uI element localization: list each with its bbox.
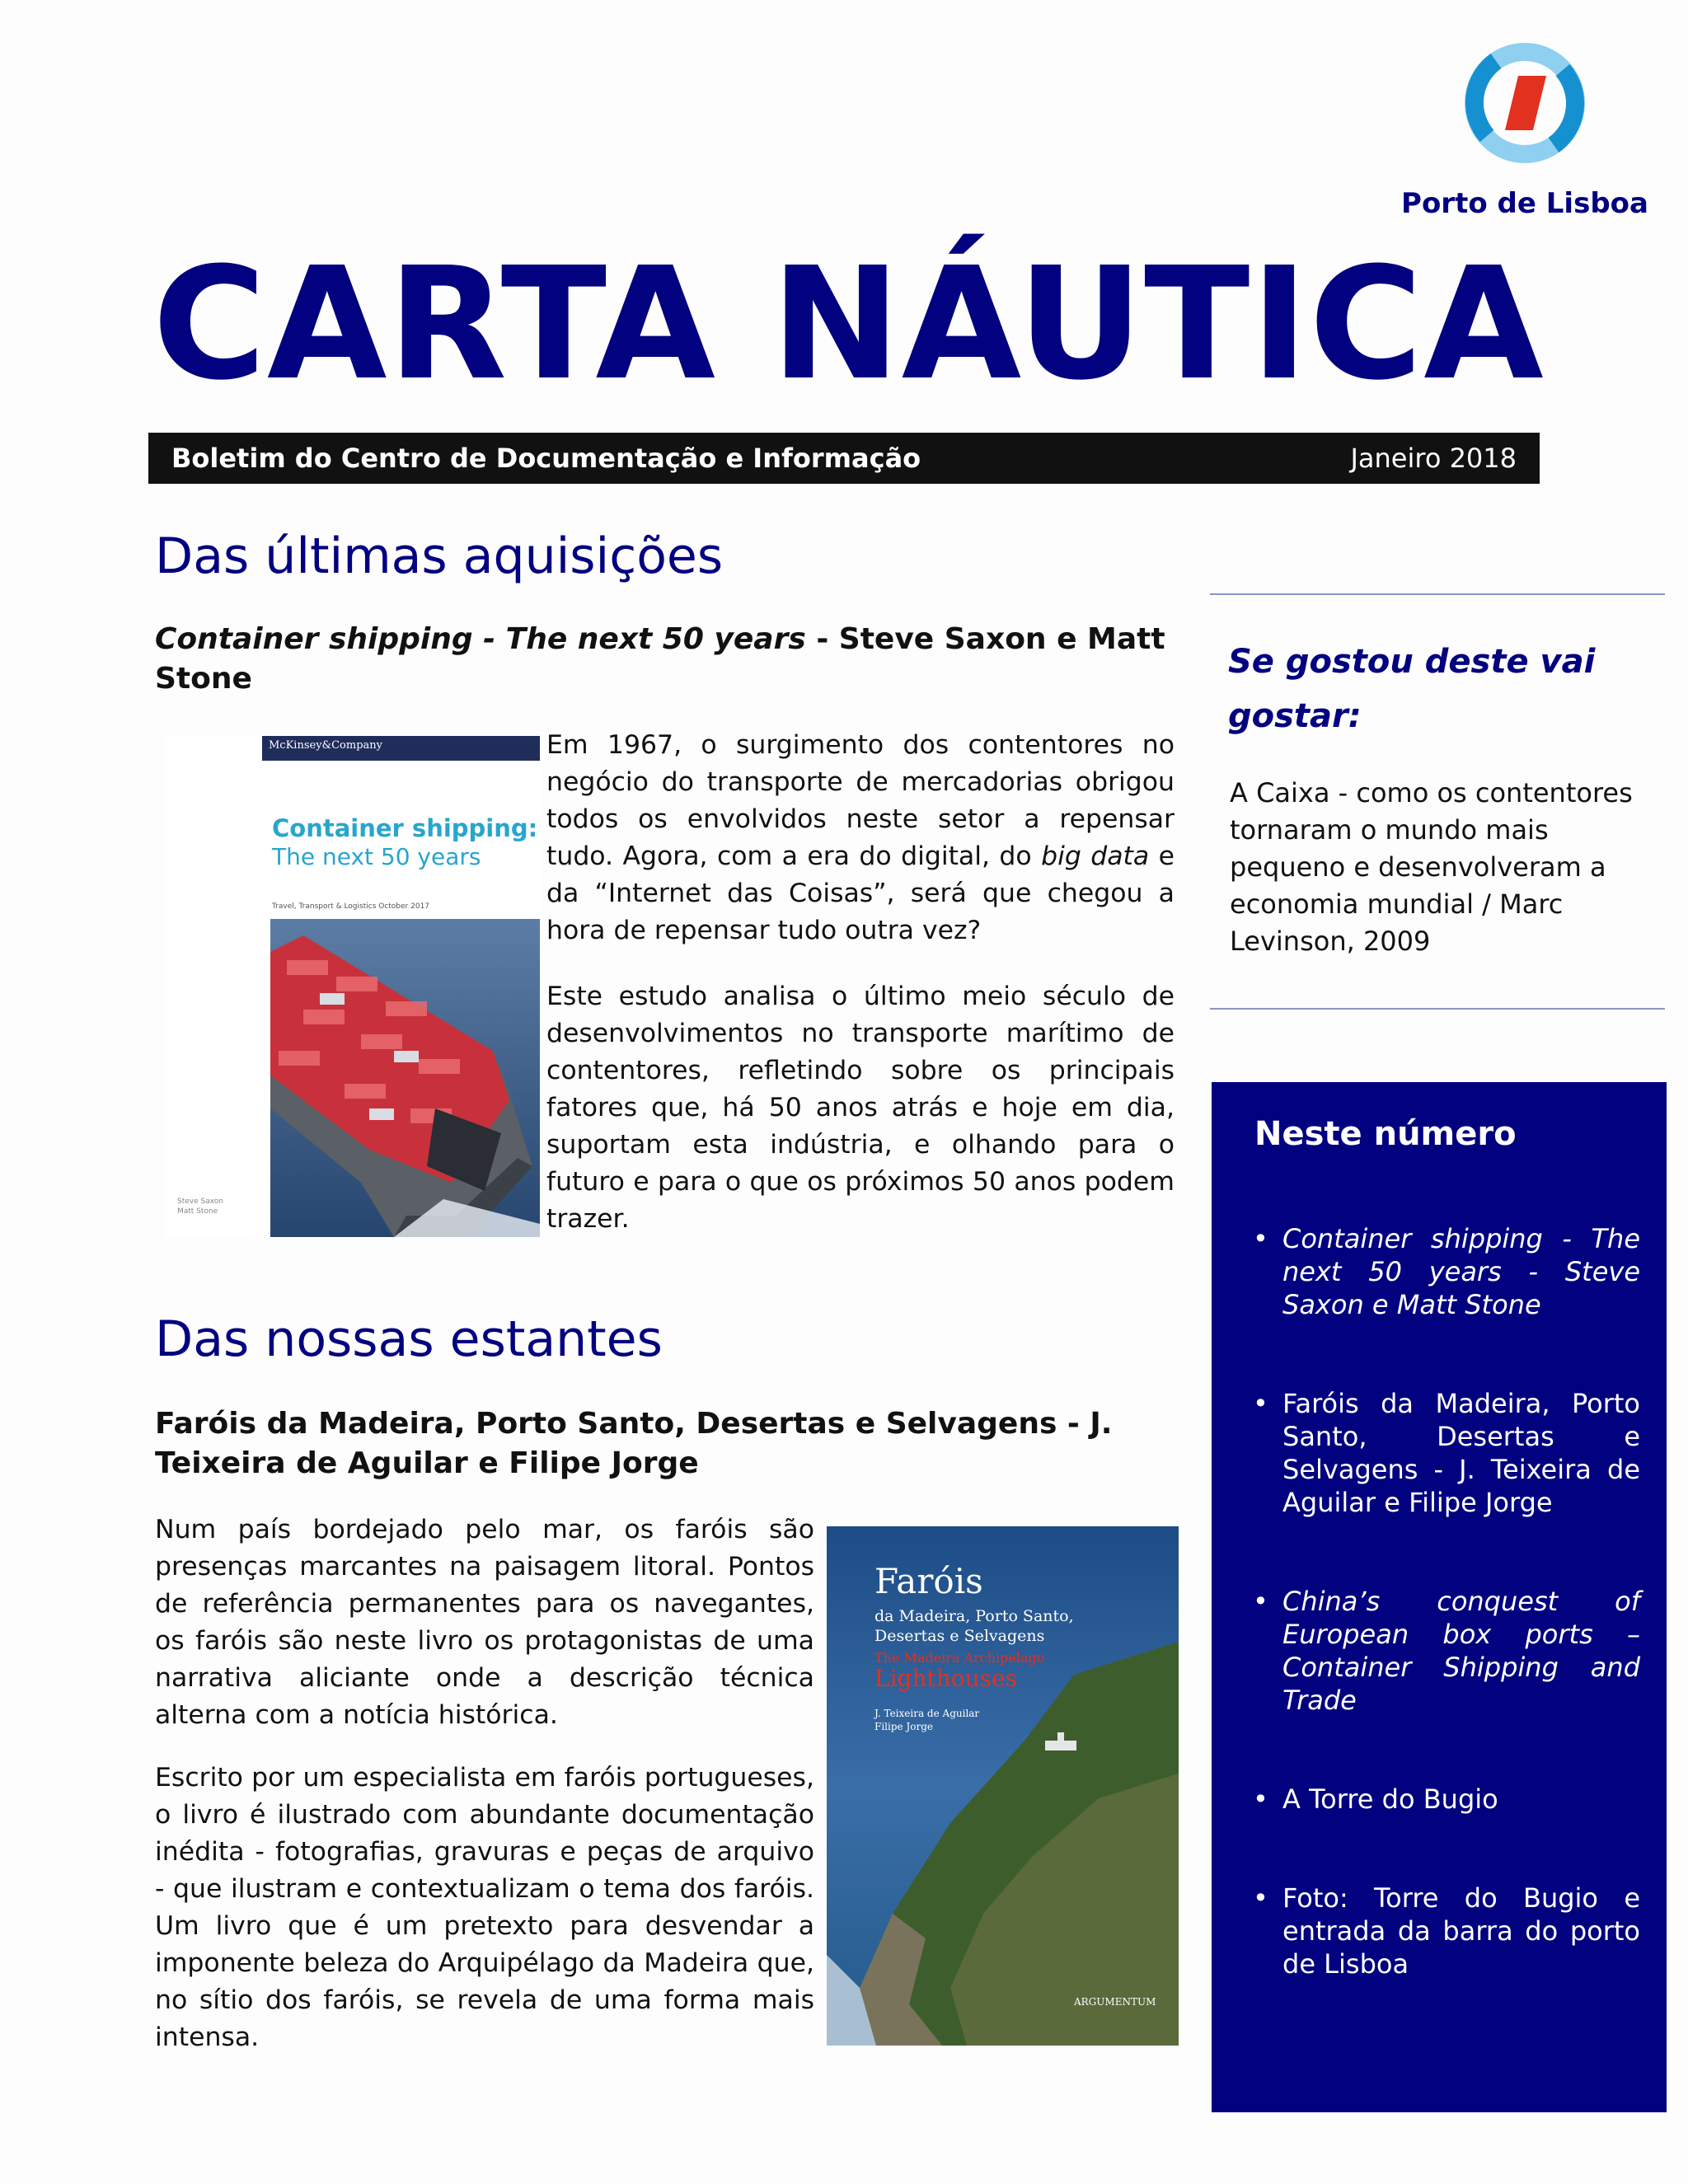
logo-ring-icon — [1401, 41, 1648, 231]
section-heading-acquisitions: Das últimas aquisições — [155, 527, 724, 585]
cover-title: Container shipping: — [272, 814, 538, 842]
newsletter-title: CARTA NÁUTICA — [152, 234, 1545, 415]
contents-item[interactable]: • A Torre do Bugio — [1253, 1783, 1640, 1849]
contents-item[interactable]: • China’s conquest of European box ports – Container Shipping and Trade — [1253, 1585, 1640, 1750]
related-text: A Caixa - como os contentores tornaram o mundo mais pequeno e desenvolveram a economia mundial / Marc Levinson, 2009 — [1230, 777, 1633, 957]
book-title-farois: Faróis da Madeira, Porto Santo, Desertas e Selvagens - J. Teixeira de Aguilar e Filipe Jorge — [155, 1407, 1113, 1480]
section1-paragraph-2: Este estudo analisa o último meio século de desenvolvimentos no transporte marítimo de contentores, refletindo sobre os principais fatores que, há 50 anos atrás e hoje em dia, suportam esta indústria, e olhando para o futuro e para o que os próximos 50 anos podem trazer. — [546, 982, 1175, 1234]
newsletter-subtitle: Boletim do Centro de Documentação e Informação — [171, 443, 921, 474]
cover-author-1: Steve Saxon — [177, 1197, 223, 1206]
porto-de-lisboa-logo — [1401, 41, 1648, 231]
cover-publisher: McKinsey&Company — [269, 739, 383, 752]
cover2-publisher: ARGUMENTUM — [1074, 1996, 1156, 2008]
container-ship-image — [270, 919, 540, 1237]
cover2-english-2: Lighthouses — [874, 1665, 1017, 1692]
contents-item[interactable]: • Container shipping - The next 50 years - Steve Saxon e Matt Stone — [1253, 1222, 1640, 1354]
cover2-english-1: The Madeira Archipelago — [874, 1650, 1045, 1666]
section-heading-shelves: Das nossas estantes — [155, 1310, 663, 1368]
book-title-container-shipping: Container shipping - The next 50 years - Steve Saxon e Matt Stone — [155, 622, 1165, 696]
cover2-author-2: Filipe Jorge — [874, 1721, 933, 1732]
related-heading: Se gostou deste vai gostar: — [1228, 643, 1596, 735]
cover-author-2: Matt Stone — [177, 1207, 218, 1216]
cover2-subtitle-1: da Madeira, Porto Santo, — [874, 1607, 1074, 1625]
contents-list — [1253, 1222, 1640, 2046]
issue-date: Janeiro 2018 — [1350, 443, 1517, 474]
madeira-cliff-image — [827, 1526, 1179, 2046]
section1-paragraph-1: Em 1967, o surgimento dos contentores no negócio do transporte de mercadorias obrigou todos os envolvidos neste setor a repensar tudo. Agora, com a era do digital, do big data e da “Internet das Coisas”, será que chegou a hora de repensar tudo outra vez? — [546, 730, 1175, 945]
contents-box — [1212, 1082, 1667, 2112]
related-top-divider — [1210, 593, 1665, 595]
contents-item[interactable]: • Faróis da Madeira, Porto Santo, Desertas e Selvagens - J. Teixeira de Aguilar e Filipe Jorge — [1253, 1387, 1640, 1552]
cover-subtitle: The next 50 years — [272, 843, 481, 870]
section2-paragraph-1: Num país bordejado pelo mar, os faróis são presenças marcantes na paisagem litoral. Pontos de referência permanentes para os navegantes, os faróis são neste livro os protagonistas de uma narrativa aliciante onde a descrição técnica alterna com a notícia histórica. — [155, 1515, 814, 1730]
contents-heading: Neste número — [1254, 1115, 1517, 1153]
subtitle-bar — [148, 433, 1540, 484]
cover2-subtitle-2: Desertas e Selvagens — [874, 1627, 1045, 1645]
section2-paragraph-2: Escrito por um especialista em faróis portugueses, o livro é ilustrado com abundante documentação inédita - fotografias, gravuras e peças de arquivo - que ilustram e contextualizam o tema dos faróis. Um livro que é um pretexto para desvendar a imponente beleza do Arquipélago da Madeira que, no sítio dos faróis, se revela de uma forma mais intensa. — [155, 1763, 814, 2052]
container-shipping-cover — [165, 736, 540, 1237]
farois-cover — [827, 1526, 1179, 2046]
cover2-author-1: J. Teixeira de Aguilar — [874, 1708, 980, 1719]
cover2-title: Faróis — [874, 1561, 983, 1601]
related-bottom-divider — [1210, 1008, 1665, 1010]
contents-item[interactable]: • Foto: Torre do Bugio e entrada da barra do porto de Lisboa — [1253, 1882, 1640, 2013]
cover-series: Travel, Transport & Logistics October 2017 — [272, 902, 430, 911]
logo-wordmark: Porto de Lisboa — [1401, 187, 1648, 220]
